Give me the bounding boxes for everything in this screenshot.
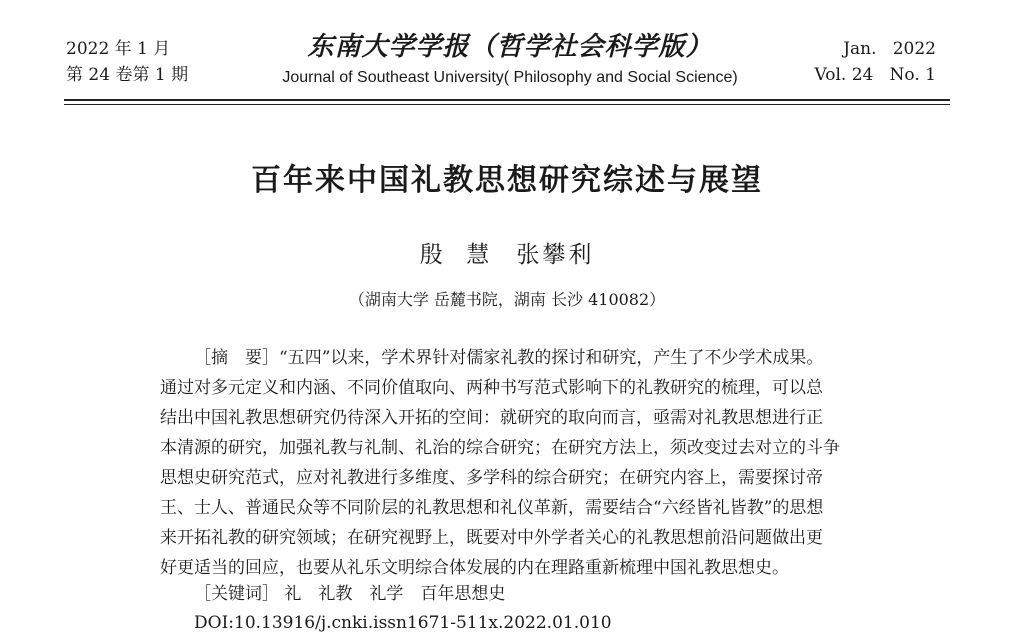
author-name: 张攀利 [516,242,595,268]
journal-title-cn: 东南大学学报（哲学社会科学版） [307,32,713,62]
author-list [0,236,1014,269]
keywords-list: 礼 礼教 礼学 百年思想史 [284,584,506,604]
keywords-label: ［关键词］ [194,584,279,604]
journal-title-en: Journal of Southeast University( Philosophy and Social Science) [282,69,738,86]
abstract-line: 本清源的研究，加强礼教与礼制、礼治的综合研究；在研究方法上，须改变过去对立的斗争 [160,438,840,458]
header-rule-thick [64,99,950,101]
abstract-line: ［摘 要］“五四”以来，学术界针对儒家礼教的探讨和研究，产生了不少学术成果。 [194,348,824,368]
header-rule-thin [64,104,950,105]
header-left [66,36,188,88]
affiliation: （湖南大学 岳麓书院，湖南 长沙 410082） [348,290,666,309]
abstract-line: 结出中国礼教思想研究仍待深入开拓的空间：就研究的取向而言，亟需对礼教思想进行正 [160,408,823,428]
journal-masthead [240,30,780,90]
volume-issue-cn: 第 24 卷第 1 期 [66,65,189,85]
doi: DOI:10.13916/j.cnki.issn1671-511x.2022.01.010 [194,613,612,633]
abstract [160,343,860,583]
keywords [194,581,505,607]
abstract-line: 通过对多元定义和内涵、不同价值取向、两种书写范式影响下的礼教研究的梳理，可以总 [160,378,823,398]
abstract-line: 来开拓礼教的研究领域；在研究视野上，既要对中外学者关心的礼教思想前沿问题做出更 [160,528,823,548]
abstract-line: 好更适当的回应，也要从礼乐文明综合体发展的内在理路重新梳理中国礼教思想史。 [160,558,789,578]
header-right [815,36,936,88]
issue-date-cn: 2022 年 1 月 [66,39,171,59]
issue-date-en: Jan. 2022 [843,39,936,59]
author-name: 殷 慧 [419,242,493,268]
abstract-label: ［摘 要］ [194,348,279,368]
article-title: 百年来中国礼教思想研究综述与展望 [251,163,763,198]
volume-issue-en: Vol. 24 No. 1 [814,65,936,85]
abstract-line: 王、士人、普通民众等不同阶层的礼教思想和礼仪革新，需要结合“六经皆礼皆教”的思想 [160,498,824,518]
abstract-line: 思想史研究范式，应对礼教进行多维度、多学科的综合研究；在研究内容上，需要探讨帝 [160,468,823,488]
